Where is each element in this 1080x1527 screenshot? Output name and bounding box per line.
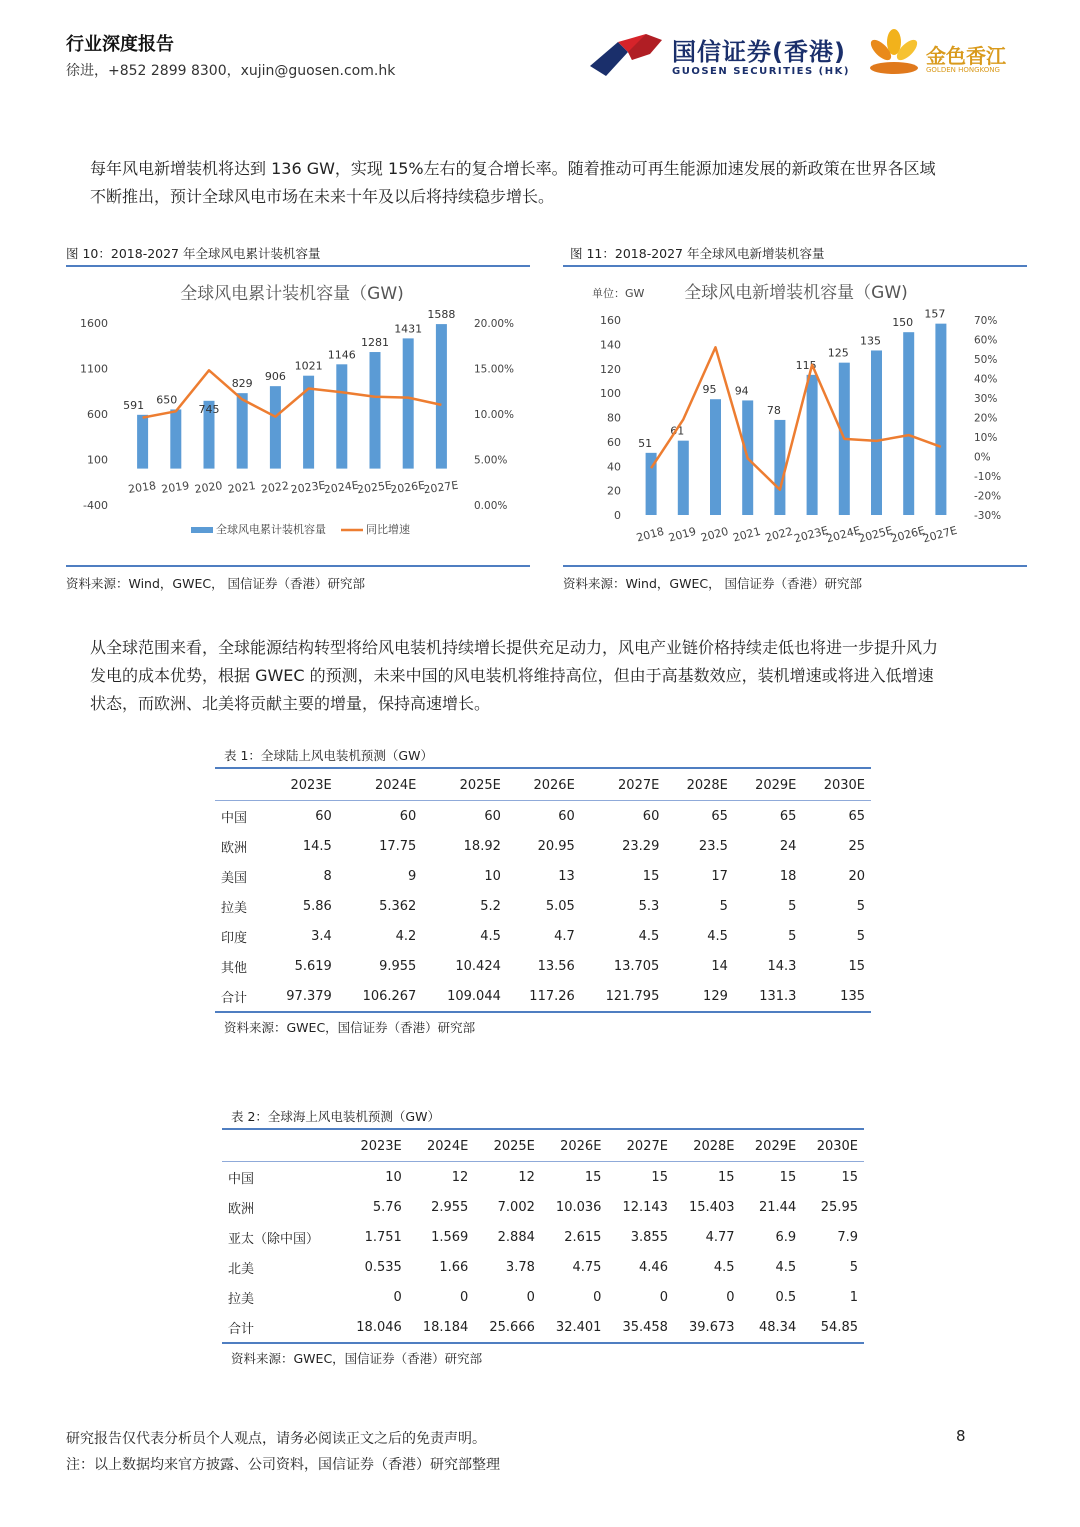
left-axis-tick-label: 120 [600, 362, 621, 376]
table-cell: 25.95 [820, 1199, 858, 1215]
guosen-logo-mark-icon [588, 30, 668, 82]
table-row [222, 1222, 864, 1252]
table-cell: 0.5 [775, 1289, 797, 1305]
x-axis-tick-label: 2018 [634, 524, 666, 545]
table-cell: 65 [848, 808, 865, 824]
table-cell: 13 [558, 868, 575, 884]
table-cell: 14 [711, 958, 728, 974]
legend-line-label: 同比增速 [366, 523, 410, 536]
table-column-header: 2023E [341, 1131, 408, 1162]
table-row [222, 1252, 864, 1282]
table-cell: 4.5 [638, 928, 660, 944]
table-cell: 48.34 [741, 1312, 803, 1343]
table-column-header: 2029E [734, 770, 803, 801]
table2-source: 资料来源：GWEC，国信证券（香港）研究部 [231, 1351, 483, 1366]
table-cell: 5.2 [480, 898, 501, 914]
bar-data-label: 135 [860, 334, 881, 348]
fig11-caption: 图 11：2018-2027 年全球风电新增装机容量 [570, 246, 825, 261]
bar-data-label: 1021 [294, 359, 323, 373]
table-cell: 65 [779, 808, 797, 824]
bar-data-label: 150 [892, 316, 914, 330]
paragraph-intro: 每年风电新增装机将达到 136 GW，实现 15%左右的复合增长率。随着推动可再生能源加速发展的新政策在世界各区域不断推出，预计全球风电市场在未来十年及以后将持续稳步增长。 [90, 159, 936, 206]
table1-top-rule [215, 767, 871, 769]
table-cell: 60 [315, 808, 332, 824]
x-axis-tick-label: 2022 [763, 524, 795, 545]
paragraph-outlook: 从全球范围来看，全球能源结构转型将给风电装机持续增长提供充足动力，风电产业链价格持续走低也将进一步提升风力发电的成本优势，根据 GWEC 的预测，未来中国的风电装机将维持高位，但由于高基数效应，装机增速或将进入低增速状态，而欧洲、北美将贡献主要的增量，保持高速增长。 [90, 638, 939, 713]
table-cell: 3.78 [505, 1259, 535, 1275]
table-cell: 117.26 [507, 981, 581, 1012]
bar [270, 386, 281, 468]
author-contact: 徐进，+852 2899 8300，xujin@guosen.com.hk [66, 63, 396, 79]
table-cell: 25.666 [474, 1312, 541, 1343]
table2-offshore-forecast [222, 1131, 864, 1344]
table-cell: 4.5 [480, 928, 501, 944]
table-cell: 1 [849, 1289, 858, 1305]
table-cell: 5 [788, 928, 797, 944]
table-cell: 4.75 [572, 1259, 602, 1275]
bar [903, 332, 914, 515]
x-axis-tick-label: 2019 [667, 524, 698, 545]
bar-data-label: 1146 [327, 348, 356, 362]
table-cell: 5.05 [545, 898, 575, 914]
fig11-rule [563, 265, 1027, 267]
x-axis-tick-label: 2020 [193, 479, 224, 496]
table-row [215, 861, 871, 891]
table-cell: 1.66 [439, 1259, 469, 1275]
table-cell: 10.036 [555, 1199, 602, 1215]
bar [807, 375, 818, 515]
table-cell: 15 [848, 958, 865, 974]
table-column-header: 2025E [422, 770, 507, 801]
table-cell: 5.362 [379, 898, 417, 914]
x-axis-tick-label: 2022 [260, 479, 290, 496]
left-axis-tick-label: 160 [600, 314, 621, 327]
table-cell: 0 [726, 1289, 735, 1305]
table-cell: 5 [849, 1259, 858, 1275]
x-axis-tick-label: 2023E [289, 478, 327, 497]
table-cell: 4.2 [395, 928, 417, 944]
growth-rate-line [143, 370, 442, 417]
table-cell: 7.002 [497, 1199, 535, 1215]
table-cell: 5 [856, 898, 865, 914]
table-cell: 121.795 [581, 981, 666, 1012]
table-cell: 0 [393, 1289, 402, 1305]
x-axis-tick-label: 2027E [921, 523, 959, 546]
table-cell: 5.76 [372, 1199, 402, 1215]
bar-data-label: 1281 [361, 336, 389, 350]
table-column-header: 2026E [507, 770, 581, 801]
footer-note: 注：以上数据均来官方披露、公司资料，国信证券（香港）研究部整理 [66, 1457, 500, 1473]
table-cell: 0 [526, 1289, 535, 1305]
left-axis-tick-label: 20 [607, 484, 621, 498]
footer-disclaimer: 研究报告仅代表分析员个人观点，请务必阅读正文之后的免责声明。 [66, 1431, 486, 1447]
right-axis-tick-label: 20% [974, 412, 998, 425]
report-type-title: 行业深度报告 [66, 34, 174, 55]
right-axis-tick-label: 30% [974, 393, 998, 405]
guosen-logo [588, 30, 848, 82]
guosen-logo-cn: 国信证券(香港) [672, 38, 846, 66]
x-axis-tick-label: 2021 [731, 524, 762, 545]
table-row [215, 981, 871, 1012]
x-axis-tick-label: 2024E [323, 478, 360, 497]
table-column-header: 2028E [674, 1131, 741, 1162]
fig11-source: 资料来源：Wind，GWEC， 国信证券（香港）研究部 [563, 576, 863, 591]
bar [871, 350, 882, 515]
right-axis-tick-label: 0% [974, 451, 991, 464]
x-axis-tick-label: 2027E [422, 478, 460, 497]
x-axis-tick-label: 2025E [857, 523, 895, 546]
table-cell: 15 [779, 1169, 797, 1185]
table-cell: 2.884 [497, 1229, 535, 1245]
bar [436, 324, 447, 469]
table-cell: 10.424 [455, 958, 501, 974]
golden-flower-icon [866, 28, 924, 84]
chart-unit-label: 单位：GW [592, 287, 645, 300]
table-cell: 6.9 [775, 1229, 797, 1245]
table-row-label: 欧洲 [221, 840, 248, 856]
table-cell: 0 [593, 1289, 602, 1305]
bar [678, 441, 689, 515]
table2-top-rule [222, 1128, 864, 1130]
table-cell: 17.75 [379, 838, 417, 854]
golden-hongkong-logo [866, 28, 1016, 84]
table-cell: 4.77 [705, 1229, 735, 1245]
right-axis-tick-label: 10% [974, 432, 998, 444]
table-cell: 54.85 [802, 1312, 864, 1343]
x-axis-tick-label: 2018 [127, 479, 157, 496]
right-axis-tick-label: -20% [974, 490, 1002, 503]
table-cell: 15 [584, 1169, 602, 1185]
table-cell: 3.4 [311, 928, 332, 944]
table-cell: 5 [788, 898, 797, 914]
guosen-logo-en: GUOSEN SECURITIES (HK) [672, 66, 850, 77]
table-cell: 14.5 [302, 838, 332, 854]
table-cell: 17 [711, 868, 728, 884]
right-axis-tick-label: 50% [974, 354, 998, 366]
fig10-chart [66, 272, 530, 564]
table-cell: 23.5 [698, 838, 728, 854]
table-cell: 60 [399, 808, 417, 824]
table-cell: 0 [460, 1289, 469, 1305]
table-row [222, 1192, 864, 1222]
bar [403, 338, 414, 468]
table2-caption: 表 2：全球海上风电装机预测（GW） [231, 1109, 440, 1124]
table-cell: 14.3 [767, 958, 797, 974]
right-axis-tick-label: 70% [974, 315, 998, 327]
table-cell: 4.7 [554, 928, 575, 944]
right-axis-tick-label: 15.00% [474, 363, 515, 376]
x-axis-tick-label: 2026E [389, 478, 426, 497]
table-cell: 39.673 [674, 1312, 741, 1343]
table-row-label: 美国 [221, 870, 248, 886]
fig10-caption: 图 10：2018-2027 年全球风电累计装机容量 [66, 246, 321, 261]
table-row [222, 1162, 864, 1193]
right-axis-tick-label: 40% [974, 373, 998, 386]
table-row-label: 拉美 [228, 1291, 255, 1307]
table-cell: 129 [665, 981, 734, 1012]
x-axis-tick-label: 2025E [356, 478, 393, 497]
table-cell: 5 [719, 898, 728, 914]
table-cell: 60 [558, 808, 575, 824]
table1-onshore-forecast [215, 770, 871, 1013]
left-axis-tick-label: 600 [87, 408, 108, 421]
table-cell: 10 [385, 1169, 402, 1185]
table-cell: 18.92 [463, 838, 501, 854]
right-axis-tick-label: 60% [974, 334, 998, 347]
table-row [215, 951, 871, 981]
table-cell: 18.184 [408, 1312, 475, 1343]
bar-data-label: 745 [198, 402, 220, 416]
table-cell: 5.86 [302, 898, 332, 914]
table-cell: 15.403 [689, 1199, 735, 1215]
table-cell: 20.95 [537, 838, 575, 854]
table-row-label: 合计 [222, 1312, 341, 1343]
left-axis-tick-label: 0 [614, 509, 621, 522]
table-column-header: 2028E [665, 770, 734, 801]
table-row-label: 北美 [228, 1261, 255, 1277]
left-axis-tick-label: 1600 [80, 317, 108, 330]
table-cell: 12.143 [622, 1199, 668, 1215]
table1-source: 资料来源：GWEC，国信证券（香港）研究部 [224, 1020, 476, 1035]
table-cell: 5.619 [294, 958, 332, 974]
x-axis-tick-label: 2021 [226, 479, 257, 496]
table-cell: 9 [408, 868, 417, 884]
left-axis-tick-label: 60 [607, 435, 621, 449]
bar-data-label: 1588 [427, 308, 456, 322]
bar [170, 409, 181, 468]
table-cell: 60 [484, 808, 501, 824]
table-cell: 7.9 [837, 1229, 858, 1245]
chart-title: 全球风电累计装机容量（GW) [180, 284, 404, 304]
table-cell: 15 [642, 868, 660, 884]
table-cell: 10 [484, 868, 501, 884]
page-number: 8 [956, 1427, 966, 1445]
table-row [222, 1282, 864, 1312]
table-cell: 3.855 [630, 1229, 668, 1245]
bar-data-label: 78 [766, 403, 781, 417]
left-axis-tick-label: 80 [607, 411, 621, 425]
table-row-label: 中国 [221, 810, 248, 826]
golden-logo-cn: 金色香江 [926, 44, 1006, 68]
table-row-label: 欧洲 [228, 1201, 255, 1217]
left-axis-tick-label: 140 [600, 338, 621, 352]
table-cell: 18.046 [341, 1312, 408, 1343]
table-cell: 9.955 [379, 958, 417, 974]
bar-data-label: 94 [734, 384, 749, 398]
left-axis-tick-label: 100 [600, 387, 621, 401]
left-axis-tick-label: 40 [607, 460, 621, 474]
table-cell: 4.46 [639, 1259, 668, 1275]
table-cell: 135 [802, 981, 871, 1012]
table-row-label: 印度 [221, 930, 248, 946]
table-cell: 15 [651, 1169, 668, 1185]
bar-data-label: 650 [156, 393, 178, 407]
table-corner-header [215, 770, 264, 801]
bar-data-label: 157 [924, 307, 946, 321]
table-row-label: 亚太（除中国） [228, 1231, 320, 1247]
table-cell: 21.44 [759, 1199, 797, 1215]
table-cell: 1.751 [364, 1229, 402, 1245]
table-cell: 12 [451, 1169, 469, 1185]
table-row-label: 拉美 [221, 900, 248, 916]
table-cell: 18 [779, 868, 797, 884]
table-cell: 0 [659, 1289, 668, 1305]
right-axis-tick-label: -30% [974, 510, 1002, 522]
table-cell: 35.458 [607, 1312, 674, 1343]
table-cell: 60 [642, 808, 660, 824]
bar [774, 420, 785, 515]
left-axis-tick-label: 1100 [80, 362, 108, 376]
right-axis-tick-label: 0.00% [474, 500, 508, 512]
table-cell: 20 [848, 868, 865, 884]
table-row [215, 921, 871, 951]
table-cell: 32.401 [541, 1312, 608, 1343]
table-cell: 4.5 [775, 1259, 797, 1275]
bar-data-label: 906 [264, 370, 286, 384]
table-column-header: 2024E [338, 770, 423, 801]
table-row-label: 中国 [228, 1171, 255, 1187]
table-cell: 2.955 [431, 1199, 469, 1215]
table-column-header: 2025E [474, 1131, 541, 1162]
bar-data-label: 829 [231, 377, 253, 391]
table-column-header: 2027E [581, 770, 666, 801]
x-axis-tick-label: 2023E [792, 523, 830, 546]
bar-data-label: 1431 [394, 322, 423, 336]
chart-title: 全球风电新增装机容量（GW) [684, 283, 908, 303]
table-row [222, 1312, 864, 1343]
table-cell: 15 [841, 1169, 858, 1185]
table-row [215, 891, 871, 921]
fig10-source: 资料来源：Wind，GWEC， 国信证券（香港）研究部 [66, 576, 366, 591]
table-cell: 65 [711, 808, 728, 824]
table-cell: 4.5 [707, 928, 728, 944]
bar [710, 399, 721, 515]
table-cell: 23.29 [622, 838, 660, 854]
right-axis-tick-label: 10.00% [474, 409, 515, 421]
table-column-header: 2029E [741, 1131, 803, 1162]
bar-data-label: 61 [670, 424, 685, 438]
table-cell: 2.615 [564, 1229, 602, 1245]
right-axis-tick-label: -10% [974, 471, 1002, 483]
fig10-bottom-rule [66, 565, 530, 567]
bar-data-label: 95 [702, 383, 717, 397]
bar-data-label: 125 [827, 346, 849, 360]
table-column-header: 2026E [541, 1131, 608, 1162]
fig11-bottom-rule [563, 565, 1027, 567]
table-row [215, 801, 871, 832]
left-axis-tick-label: 100 [87, 453, 108, 467]
table-cell: 131.3 [734, 981, 803, 1012]
table-cell: 4.5 [713, 1259, 735, 1275]
table-cell: 106.267 [338, 981, 423, 1012]
table-cell: 13.705 [613, 958, 660, 974]
legend-bar-swatch [191, 527, 213, 533]
golden-logo-en: GOLDEN HONGKONG [926, 66, 1000, 74]
x-axis-tick-label: 2019 [160, 479, 191, 496]
table-column-header: 2030E [802, 770, 871, 801]
table-corner-header [222, 1131, 341, 1162]
left-axis-tick-label: -400 [83, 499, 108, 512]
table-cell: 1.569 [431, 1229, 469, 1245]
bar-data-label: 51 [638, 436, 653, 450]
table-cell: 13.56 [537, 958, 575, 974]
table-column-header: 2024E [408, 1131, 475, 1162]
fig11-chart [563, 272, 1027, 564]
table1-caption: 表 1：全球陆上风电装机预测（GW） [224, 748, 433, 763]
table-cell: 24 [779, 838, 797, 854]
table-row-label: 其他 [221, 960, 248, 976]
table-row [215, 831, 871, 861]
legend-bar-label: 全球风电累计装机容量 [216, 523, 326, 536]
bar-data-label: 115 [795, 358, 817, 372]
table-column-header: 2027E [607, 1131, 674, 1162]
bar [935, 324, 946, 515]
table-cell: 15 [717, 1169, 735, 1185]
bar [370, 352, 381, 469]
right-axis-tick-label: 20.00% [474, 318, 515, 330]
table-column-header: 2023E [264, 770, 338, 801]
table-cell: 25 [848, 838, 865, 854]
table-row-label: 合计 [215, 981, 264, 1012]
bar [336, 364, 347, 468]
table-cell: 109.044 [422, 981, 507, 1012]
x-axis-tick-label: 2020 [699, 524, 730, 545]
table-cell: 5.3 [638, 898, 660, 914]
bar [237, 393, 248, 468]
fig10-rule [66, 265, 530, 267]
table-cell: 0.535 [364, 1259, 402, 1275]
table-cell: 12 [518, 1169, 535, 1185]
table-cell: 97.379 [264, 981, 338, 1012]
right-axis-tick-label: 5.00% [474, 454, 508, 467]
x-axis-tick-label: 2026E [889, 523, 927, 546]
table-cell: 5 [856, 928, 865, 944]
bar [137, 415, 148, 469]
x-axis-tick-label: 2024E [824, 523, 862, 546]
bar-data-label: 591 [123, 398, 145, 412]
table-column-header: 2030E [802, 1131, 864, 1162]
table-cell: 8 [323, 868, 332, 884]
